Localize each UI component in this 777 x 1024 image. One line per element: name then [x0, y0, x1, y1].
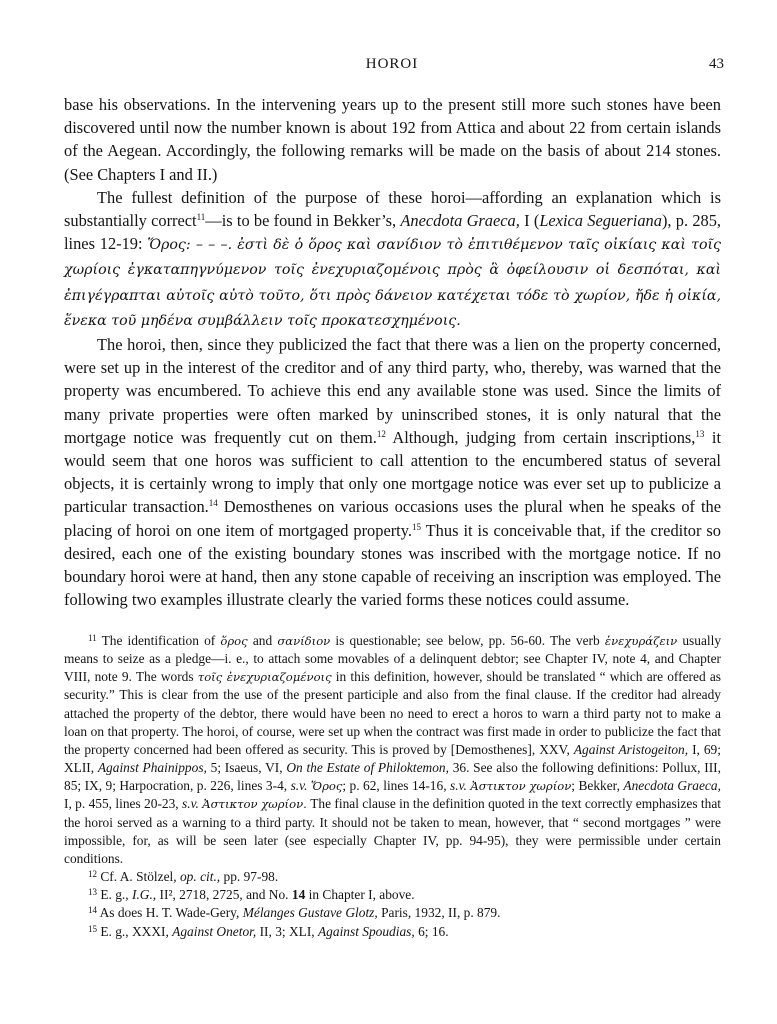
- paragraph-2: [64, 186, 721, 333]
- p3-text-d: Demosthenes on various occasions uses the plural when he speaks of the placing of horoi on one item of mortgaged property.: [64, 497, 721, 540]
- fn-text: usually means to seize as a pledge—i. e., to attach some movables of a delinquent debtor; see Chapter IV, note 4, and Chapter VIII, note 9. The words: [64, 633, 722, 685]
- p3-text-b: Although, judging from certain inscriptions,: [385, 427, 696, 447]
- greek-term: τοῖς ἐνεχυριαζομένοις: [197, 670, 332, 685]
- fn-text: As does H. T. Wade-Gery,: [99, 905, 240, 921]
- fn-text: ; p. 62, lines 14-16,: [342, 778, 447, 794]
- work-title: Against Spoudias,: [318, 923, 415, 939]
- p2-text-b: —is to be found in Bekker’s,: [205, 211, 397, 231]
- footnote-number: 12: [88, 869, 97, 880]
- work-title: Lexica Segueriana: [539, 211, 662, 231]
- fn-text: II, 3; XLI,: [259, 923, 315, 939]
- fn-text: I, p. 455, lines 20-23,: [64, 796, 179, 812]
- footnote-number: 13: [88, 887, 97, 898]
- fn-text: I, 69; XLII,: [64, 741, 721, 776]
- p2-text-d: ), p. 285, lines 12-19:: [64, 211, 722, 254]
- p3-text-a: The horoi, then, since they publicized the fact that there was a lien on the property concerned, were set up in the interest of the creditor and of any third party, who, thereby, was warned that the property was encumbered. To achieve this end any available stone was used. Since the limits of many private properties were often marked by uninscribed stones, it is only natural that the mortgage notice was frequently cut on them.: [64, 335, 721, 447]
- p2-text-c: I (: [524, 211, 540, 231]
- page-number: 43: [709, 56, 724, 72]
- fn-text: E. g., XXXI,: [100, 923, 169, 939]
- fn-text: Cf. A. Stölzel,: [100, 869, 177, 885]
- footnote-14: [64, 904, 721, 922]
- running-head: [64, 56, 724, 78]
- footnote-12: [64, 868, 721, 886]
- footnote-number: 14: [88, 905, 97, 916]
- fn-text: in Chapter I, above.: [308, 887, 415, 903]
- work-title: Against Phainippos,: [97, 760, 207, 776]
- footnote-number: 15: [88, 923, 97, 934]
- inscription-number: 14: [291, 887, 306, 903]
- fn-text: 5; Isaeus, VI,: [210, 760, 283, 776]
- greek-term: ἐνεχυράζειν: [604, 634, 678, 648]
- work-title: Mélanges Gustave Glotz,: [242, 905, 378, 921]
- paragraph-1: base his observations. In the intervening years up to the present still more such stones have been discovered until now the number known is about 192 from Attica and about 22 from certain islands of the Aegean. Accordingly, the following remarks will be made on the basis of about 214 stones. (See Chapters I and II.): [64, 95, 721, 184]
- fn-text: in this definition, however, should be translated “ which are offered as security.” This is clear from the use of the present participle and also from the final clause. If the creditor had already attached the property of the debtor, there would have been no need to erect a horos to warn a third party not to make a loan on that property. The horoi, of course, were set up when the contract was first made in order to publicize the fact that the property concerned had been offered as security. This is proved by [Demosthenes], XXV,: [64, 669, 721, 757]
- sub-verbo: s.v.: [290, 778, 308, 794]
- fn-text: Paris, 1932, II, p. 879.: [381, 905, 501, 921]
- footnote-ref-14[interactable]: 14: [208, 498, 218, 509]
- main-text: [64, 93, 721, 611]
- work-title: Against Onetor,: [172, 923, 257, 939]
- greek-term: ὅρος: [220, 634, 248, 648]
- greek-term: Ἀστικτον χωρίον: [470, 779, 572, 794]
- p3-text-e: Thus it is conceivable that, if the creditor so desired, each one of the existing boundary stones was inscribed with the mortgage notice. If no boundary horoi were at hand, then any stone capable of receiving an inscription was employed. The following two examples illustrate clearly the varied forms these notices could assume.: [64, 520, 721, 610]
- fn-text: The final clause in the definition quoted in the text correctly emphasizes that the horoi served as a warning to a third party. It should not be taken to mean, however, that “ second mortgages ” were impossible, for, as will be seen later (see especially Chapter IV, pp. 94-95), they were permissible under certain conditions.: [64, 796, 721, 866]
- fn-text: and: [252, 633, 273, 648]
- greek-term: Ἀστικτον χωρίον.: [202, 797, 307, 812]
- running-title: HOROI: [365, 56, 419, 72]
- fn-text: pp. 97-98.: [223, 869, 279, 885]
- fn-text: 36. See also the following definitions: Pollux, III, 85; IX, 9; Harpocration, p. 226, lines 3-4,: [64, 760, 721, 794]
- fn-text: is questionable; see below, pp. 56-60. The verb: [335, 633, 600, 648]
- footnote-13: [64, 886, 721, 904]
- sub-verbo: s.v.: [450, 778, 467, 794]
- footnote-ref-12[interactable]: 12: [376, 428, 386, 439]
- p3-text-c: it would seem that one horos was sufficient to call attention to the encumbered status of several objects, it is certainly wrong to imply that only one mortgage notice was ever set up to publicize a particular transaction.: [64, 427, 721, 517]
- fn-text: 6; 16.: [418, 923, 449, 939]
- fn-text: E. g.,: [100, 887, 129, 903]
- work-title: Anecdota Graeca,: [623, 778, 721, 794]
- footnote-11: [64, 632, 721, 868]
- footnote-ref-13[interactable]: 13: [695, 428, 705, 439]
- fn-text: ; Bekker,: [571, 778, 620, 794]
- work-title: I.G.,: [131, 887, 157, 903]
- footnote-ref-15[interactable]: 15: [411, 521, 421, 532]
- p2-text-a: The fullest definition of the purpose of these horoi—affording an explanation which is substantially correct: [64, 187, 721, 231]
- greek-term: Ὅρος: [310, 779, 343, 794]
- greek-term: σανίδιον: [277, 634, 331, 648]
- footnotes: [64, 632, 721, 941]
- footnote-15: [64, 923, 721, 941]
- work-title: On the Estate of Philoktemon,: [286, 760, 449, 776]
- footnote-ref-11[interactable]: 11: [196, 212, 206, 223]
- work-title: Anecdota Graeca,: [400, 211, 520, 231]
- op-cit: op. cit.,: [179, 869, 221, 885]
- footnote-number: 11: [88, 633, 97, 643]
- sub-verbo: s.v.: [182, 796, 199, 812]
- work-title: Against Aristogeiton,: [573, 741, 689, 757]
- paragraph-3: [64, 333, 721, 611]
- fn-text: II², 2718, 2725, and No.: [159, 887, 289, 903]
- greek-quotation: Ὅρος: – – –. ἐστὶ δὲ ὁ ὅρος καὶ σανίδιον τὸ ἐπιτιθέμενον ταῖς οἰκίαις καὶ τοῖς χωρίοις ἐγκαταπηγνύμενον τοῖς ἐνεχυριαζομένοις πρὸς ἃ ὀφείλουσιν οἱ δεσπόται, καὶ ἐπιγέγραπται αὐτοῖς αὐτὸ τοῦτο, ὅτι πρὸς δάνειον κατέχεται τόδε τὸ χωρίον, ἤδε ἡ οἰκία, ἕνεκα τοῦ μηδένα συμβάλλειν τοῖς προκατεσχημένοις.: [64, 237, 721, 329]
- fn-text: The identification of: [101, 633, 216, 648]
